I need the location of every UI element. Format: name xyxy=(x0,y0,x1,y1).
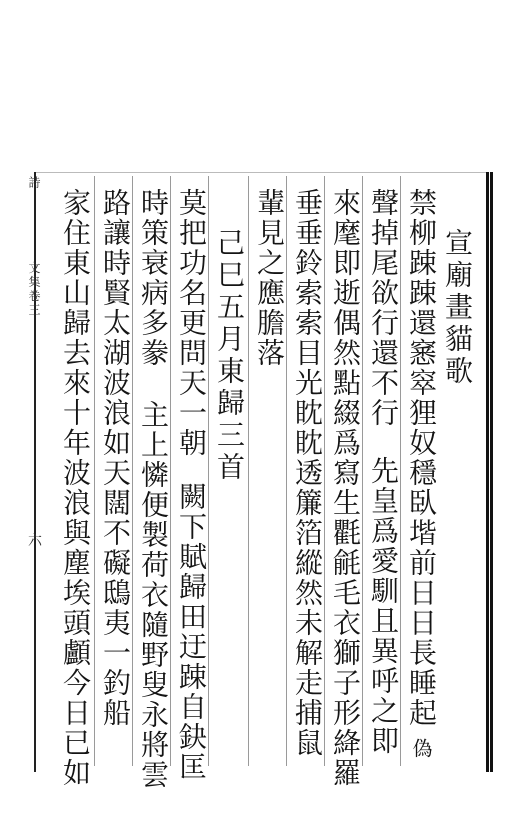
poem1-line-2-text: 聲掉尾欲行還不行 xyxy=(367,188,400,428)
poem1-line-5: 輩見之應膽落 xyxy=(253,188,286,368)
poem1-title: 宣廟畫貓歌 xyxy=(441,228,474,388)
column-rule xyxy=(324,176,325,766)
fold-number: 六 xyxy=(28,533,42,549)
poem1-line-1 xyxy=(404,188,438,759)
column-rule xyxy=(132,176,133,766)
margin-label-text-2: 文集卷三 xyxy=(27,261,41,318)
margin-label xyxy=(26,176,43,318)
poem2-line-1 xyxy=(174,188,208,782)
column-rule xyxy=(208,176,209,766)
poem2-line-3: 路讓時賢太湖波浪如天闊不礙鴟夷一釣船 xyxy=(99,188,132,728)
poem1-line-3: 來麾即逝偶然點綴爲寫生氍毹毛衣獅子形絳羅 xyxy=(329,188,362,788)
column-rule xyxy=(362,176,363,766)
poem1-line-1-text: 禁柳踈踈還窸窣狸奴穩臥堦前日日長睡起 xyxy=(405,188,438,728)
column-rule xyxy=(94,176,95,766)
column-rule xyxy=(248,176,249,766)
poem1-line-4: 垂垂鈴索索目光眈眈透簾箔縱然未解走捕鼠 xyxy=(291,188,324,758)
column-rule xyxy=(170,176,171,766)
poem2-line-2-text: 時策衰病多豢 xyxy=(137,188,170,368)
frame-right-border xyxy=(490,172,493,772)
margin-label-text: 詩 xyxy=(27,176,41,190)
poem1-line-2 xyxy=(366,188,400,756)
poem1-line-2-note: 先皇爲愛馴且異呼之即 xyxy=(367,456,400,756)
poem1-line-1-note: 偽 xyxy=(409,738,433,759)
poem2-line-2-note: 主上憐便製荷衣隨野叟永將雲 xyxy=(137,400,170,790)
poem2-line-1-text: 莫把功名更問天一朝 xyxy=(175,188,208,458)
poem2-line-1-note: 闕下賦歸田迂踈自鈌匡 xyxy=(175,482,208,782)
poem2-line-4: 家住東山歸去來十年波浪與塵埃頭顱今日已如 xyxy=(59,188,92,788)
poem2-line-2 xyxy=(136,188,170,790)
column-rule xyxy=(286,176,287,766)
column-rule xyxy=(400,176,401,766)
poem2-title: 己巳五月東歸三首 xyxy=(213,228,246,484)
